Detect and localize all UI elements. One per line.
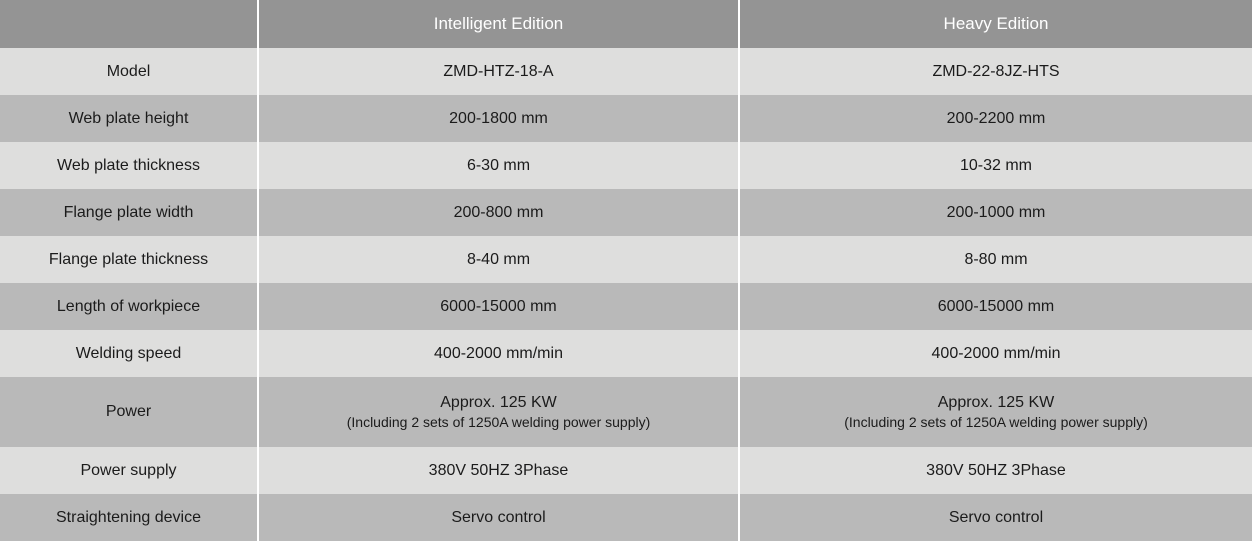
table-row [0,447,1252,494]
row-label-web-plate-thickness: Web plate thickness [0,142,258,189]
row-value-welding-speed-intelligent: 400-2000 mm/min [258,330,739,377]
row-value-straightening-device-heavy: Servo control [739,494,1252,541]
row-value-web-plate-height-heavy: 200-2200 mm [739,95,1252,142]
row-label-welding-speed: Welding speed [0,330,258,377]
table-row [0,95,1252,142]
row-label-web-plate-height: Web plate height [0,95,258,142]
table-row [0,48,1252,95]
row-value-model-intelligent: ZMD-HTZ-18-A [258,48,739,95]
row-label-flange-plate-width: Flange plate width [0,189,258,236]
row-value-flange-plate-width-intelligent: 200-800 mm [258,189,739,236]
table-row [0,236,1252,283]
table-row [0,142,1252,189]
table-row [0,283,1252,330]
row-value-web-plate-height-intelligent: 200-1800 mm [258,95,739,142]
power-intelligent-line1: Approx. 125 KW [440,393,557,411]
row-value-model-heavy: ZMD-22-8JZ-HTS [739,48,1252,95]
row-value-power-supply-heavy: 380V 50HZ 3Phase [739,447,1252,494]
row-label-power-supply: Power supply [0,447,258,494]
row-value-web-plate-thickness-intelligent: 6-30 mm [258,142,739,189]
row-label-length-of-workpiece: Length of workpiece [0,283,258,330]
table-row [0,330,1252,377]
row-value-welding-speed-heavy: 400-2000 mm/min [739,330,1252,377]
row-value-power-heavy [739,377,1252,447]
row-value-flange-plate-width-heavy: 200-1000 mm [739,189,1252,236]
header-cell-label [0,0,258,48]
row-label-power: Power [0,377,258,447]
row-value-power-supply-intelligent: 380V 50HZ 3Phase [258,447,739,494]
table-header-row [0,0,1252,48]
row-value-length-of-workpiece-intelligent: 6000-15000 mm [258,283,739,330]
row-value-straightening-device-intelligent: Servo control [258,494,739,541]
table-row [0,494,1252,541]
table-row [0,377,1252,447]
row-label-flange-plate-thickness: Flange plate thickness [0,236,258,283]
row-label-straightening-device: Straightening device [0,494,258,541]
table-header [0,0,1252,48]
row-value-flange-plate-thickness-heavy: 8-80 mm [739,236,1252,283]
power-heavy-line1: Approx. 125 KW [937,393,1055,411]
row-value-length-of-workpiece-heavy: 6000-15000 mm [739,283,1252,330]
header-cell-heavy-edition: Heavy Edition [739,0,1252,48]
table-row [0,189,1252,236]
row-label-model: Model [0,48,258,95]
power-heavy-line2: (Including 2 sets of 1250A welding power supply) [844,414,1148,431]
header-cell-intelligent-edition: Intelligent Edition [258,0,739,48]
power-intelligent-line2: (Including 2 sets of 1250A welding power supply) [346,414,651,431]
row-value-web-plate-thickness-heavy: 10-32 mm [739,142,1252,189]
table-body [0,48,1252,541]
row-value-power-intelligent [258,377,739,447]
row-value-flange-plate-thickness-intelligent: 8-40 mm [258,236,739,283]
